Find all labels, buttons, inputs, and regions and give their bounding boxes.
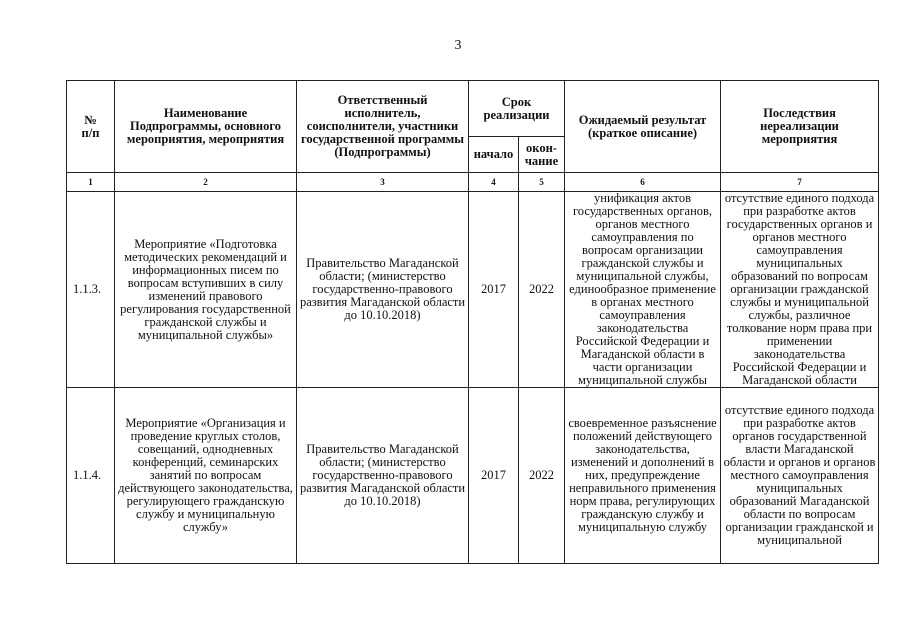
column-number: 6 <box>565 173 721 192</box>
consequences: отсутствие единого подхода при разработке актов государственных органов и органов местного самоуправления муниципальных образований по вопросам организации гражданской службы и муниципальной службы, различное толкование норм права при применении законодательства Российской Федерации и Магаданской области <box>721 192 879 388</box>
page-number: 3 <box>454 38 462 53</box>
column-number-row <box>67 173 879 192</box>
header-num: № п/п <box>67 81 115 173</box>
activity-name: Мероприятие «Организация и проведение круглых столов, совещаний, однодневных конференций, семинарских занятий по вопросам действующего законодательства, регулирующего гражданскую службу и муниципальную службу» <box>115 388 297 564</box>
responsible-executor: Правительство Магаданской области; (министерство государственно-правового развития Магаданской области до 10.10.2018) <box>297 192 469 388</box>
responsible-executor: Правительство Магаданской области; (министерство государственно-правового развития Магаданской области до 10.10.2018) <box>297 388 469 564</box>
column-number: 1 <box>67 173 115 192</box>
expected-result: своевременное разъяснение положений действующего законодательства, изменений и дополнений в них, предупреждение неправильного применения норм права, регулирующих гражданскую службу и муниципальную службу <box>565 388 721 564</box>
expected-result: унификация актов государственных органов, органов местного самоуправления по вопросам организации гражданской службы и муниципальной службы, единообразное применение в органах местного самоуправления законодательства Российской Федерации и Магаданской области в части организации муниципальной службы <box>565 192 721 388</box>
column-number: 7 <box>721 173 879 192</box>
table-row <box>67 388 879 564</box>
end-year: 2022 <box>519 192 565 388</box>
header-row-1 <box>67 81 879 137</box>
header-term: Срок реализации <box>469 81 565 137</box>
header-responsible: Ответственный исполнитель, соисполнители, участники государственной программы (Подпрограммы) <box>297 81 469 173</box>
row-number: 1.1.4. <box>67 388 115 564</box>
consequences: отсутствие единого подхода при разработке актов органов государственной власти Магаданской области и органов и органов местного самоуправления муниципальных образований Магаданской области по вопросам организации гражданской и муниципальной <box>721 388 879 564</box>
column-number: 5 <box>519 173 565 192</box>
program-table <box>66 80 879 564</box>
column-number: 2 <box>115 173 297 192</box>
header-result: Ожидаемый результат (краткое описание) <box>565 81 721 173</box>
header-name: Наименование Подпрограммы, основного мероприятия, мероприятия <box>115 81 297 173</box>
header-start: начало <box>469 137 519 173</box>
column-number: 4 <box>469 173 519 192</box>
start-year: 2017 <box>469 388 519 564</box>
column-number: 3 <box>297 173 469 192</box>
table-row <box>67 192 879 388</box>
start-year: 2017 <box>469 192 519 388</box>
header-end: окон- чание <box>519 137 565 173</box>
header-consequences: Последствия нереализации мероприятия <box>721 81 879 173</box>
row-number: 1.1.3. <box>67 192 115 388</box>
activity-name: Мероприятие «Подготовка методических рекомендаций и информационных писем по вопросам вступивших в силу изменений правового регулирования государственной гражданской службы и муниципальной службы» <box>115 192 297 388</box>
end-year: 2022 <box>519 388 565 564</box>
